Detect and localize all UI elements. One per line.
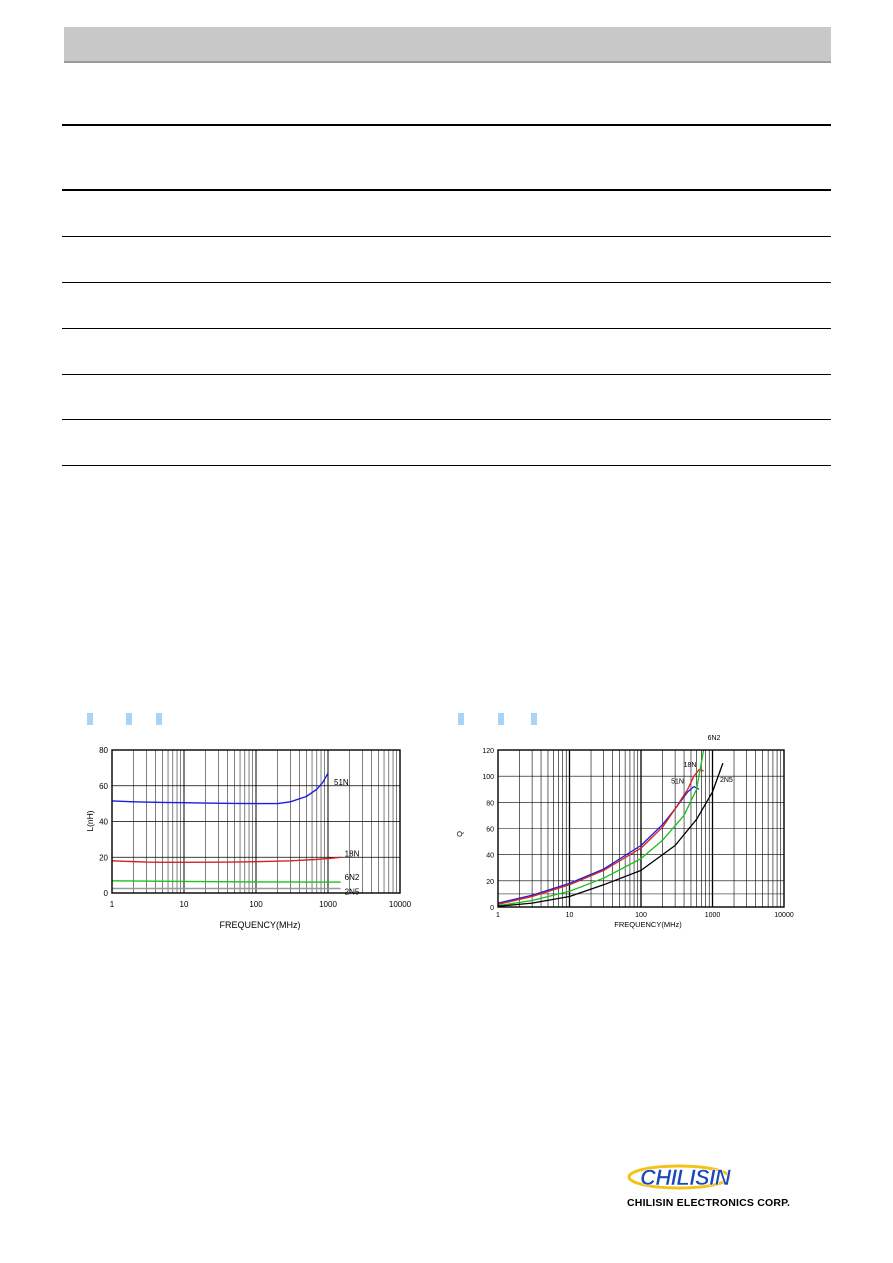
series-line-51n — [112, 773, 328, 803]
header-bar — [64, 27, 831, 61]
section-bullet — [156, 713, 162, 725]
x-tick-label: 10 — [565, 912, 574, 919]
y-tick-label: 20 — [486, 878, 494, 886]
section-bullet — [498, 713, 504, 725]
y-tick-label: 80 — [99, 746, 108, 755]
table-row-divider — [62, 236, 831, 237]
logo-wordmark: CHILISIN — [640, 1165, 731, 1190]
section-bullet — [458, 713, 464, 725]
series-line-6n2 — [498, 750, 704, 906]
y-tick-label: 60 — [486, 826, 494, 834]
table-row-divider — [62, 282, 831, 283]
series-label-6n2: 6N2 — [344, 873, 360, 883]
inductance-chart — [80, 738, 420, 938]
table-bottom-border — [62, 465, 831, 466]
section-bullet — [87, 713, 93, 725]
section-bullet — [531, 713, 537, 725]
series-label-2n5: 2N5 — [344, 887, 360, 897]
y-tick-label: 40 — [99, 817, 108, 827]
y-tick-label: 0 — [103, 889, 108, 898]
series-label-51n: 51N — [334, 778, 349, 788]
section-bullet — [126, 713, 132, 725]
series-label-6n2: 6N2 — [707, 735, 721, 742]
x-tick-label: 1 — [109, 900, 115, 909]
table-row-divider — [62, 419, 831, 420]
x-tick-label: 1 — [496, 912, 500, 919]
x-tick-label: 10 — [179, 900, 189, 909]
table-row-divider — [62, 374, 831, 375]
q-factor-chart — [450, 735, 810, 940]
table-top-border — [62, 124, 831, 126]
y-tick-label: 40 — [486, 852, 494, 860]
company-name: CHILISIN ELECTRONICS CORP. — [627, 1197, 791, 1209]
header-shadow — [64, 61, 831, 63]
series-line-2n5 — [498, 763, 723, 906]
table-header-border — [62, 189, 831, 191]
y-axis-label: L(nH) — [85, 810, 95, 832]
y-tick-label: 120 — [482, 748, 494, 755]
y-tick-label: 100 — [482, 774, 494, 782]
x-tick-label: 100 — [249, 900, 263, 909]
series-label-18n: 18N — [344, 849, 360, 859]
series-label-51n: 51N — [671, 778, 684, 786]
series-line-18n — [498, 770, 704, 905]
y-tick-label: 0 — [490, 905, 494, 912]
x-tick-label: 10000 — [774, 912, 794, 919]
x-tick-label: 100 — [635, 912, 647, 919]
x-tick-label: 10000 — [388, 900, 412, 909]
y-tick-label: 80 — [486, 800, 494, 808]
series-line-51n — [498, 787, 699, 904]
x-axis-label: FREQUENCY(MHz) — [614, 920, 682, 929]
y-tick-label: 60 — [99, 781, 108, 791]
series-label-2n5: 2N5 — [719, 777, 733, 785]
y-tick-label: 20 — [99, 853, 108, 863]
x-axis-label: FREQUENCY(MHz) — [219, 920, 301, 930]
table-row-divider — [62, 328, 831, 329]
x-tick-label: 1000 — [704, 912, 721, 919]
series-label-18n: 18N — [683, 761, 697, 769]
y-axis-label: Q — [455, 831, 464, 837]
x-tick-label: 1000 — [319, 900, 337, 909]
